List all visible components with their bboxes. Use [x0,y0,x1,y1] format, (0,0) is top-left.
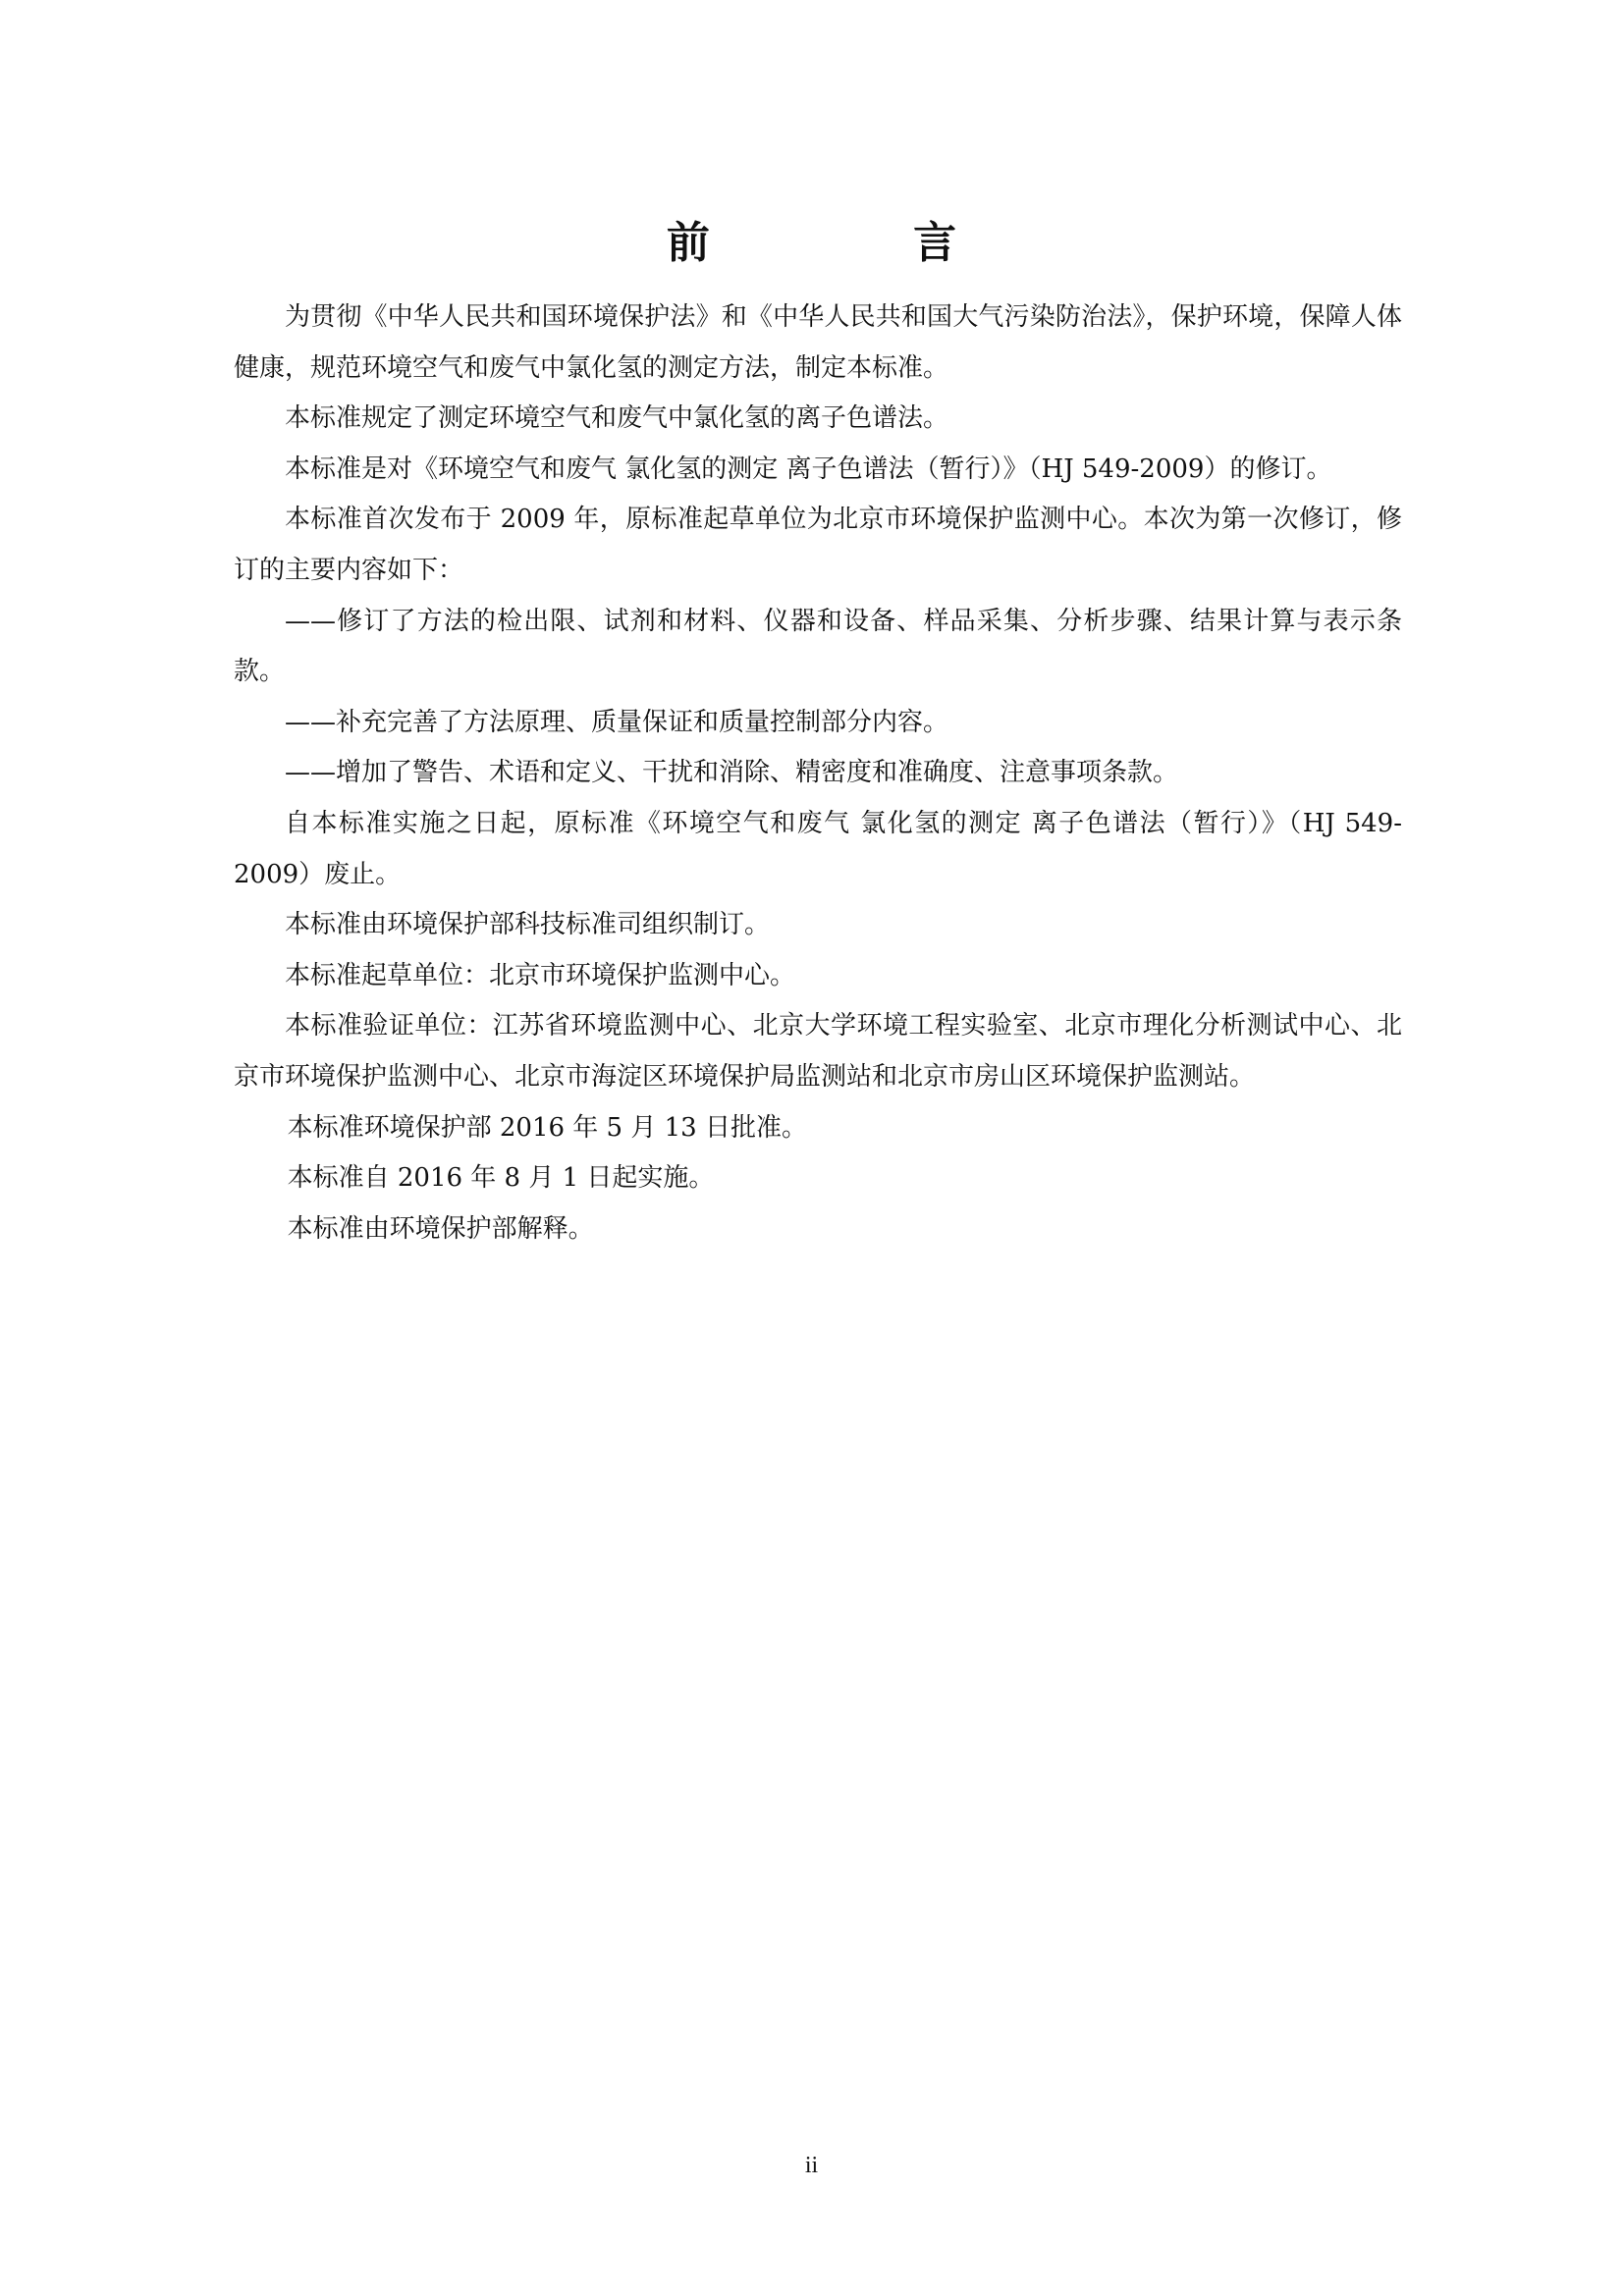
paragraph-abolition: 自本标准实施之日起，原标准《环境空气和废气 氯化氢的测定 离子色谱法（暂行）》（HJ 549-2009）废止。 [234,808,1402,889]
paragraph-change-2: ——补充完善了方法原理、质量保证和质量控制部分内容。 [285,707,949,737]
paragraph-change-1: ——修订了方法的检出限、试剂和材料、仪器和设备、样品采集、分析步骤、结果计算与表示条款。 [234,606,1402,687]
page-title: 前 言 [666,218,1052,268]
paragraph-history: 本标准首次发布于 2009 年，原标准起草单位为北京市环境保护监测中心。本次为第一次修订，修订的主要内容如下： [234,505,1402,585]
paragraph-interpretation: 本标准由环境保护部解释。 [287,1213,594,1244]
paragraph-scope: 本标准规定了测定环境空气和废气中氯化氢的离子色谱法。 [285,403,949,434]
paragraph-change-3: ——增加了警告、术语和定义、干扰和消除、精密度和准确度、注意事项条款。 [285,758,1179,788]
paragraph-revision-of: 本标准是对《环境空气和废气 氯化氢的测定 离子色谱法（暂行）》（HJ 549-2009）的修订。 [285,454,1332,484]
paragraph-effective-date: 本标准自 2016 年 8 月 1 日起实施。 [287,1163,715,1194]
paragraph-purpose: 为贯彻《中华人民共和国环境保护法》和《中华人民共和国大气污染防治法》，保护环境，保障人体健康，规范环境空气和废气中氯化氢的测定方法，制定本标准。 [234,302,1402,383]
page-number: ii [804,2153,819,2178]
paragraph-drafting-unit: 本标准起草单位：北京市环境保护监测中心。 [285,960,796,990]
paragraph-verification-units: 本标准验证单位：江苏省环境监测中心、北京大学环境工程实验室、北京市理化分析测试中心、北京市环境保护监测中心、北京市海淀区环境保护局监测站和北京市房山区环境保护监测站。 [234,1011,1402,1092]
paragraph-organizer: 本标准由环境保护部科技标准司组织制订。 [285,910,771,940]
paragraph-approval-date: 本标准环境保护部 2016 年 5 月 13 日批准。 [287,1112,807,1143]
foreword-body [234,293,1402,1255]
